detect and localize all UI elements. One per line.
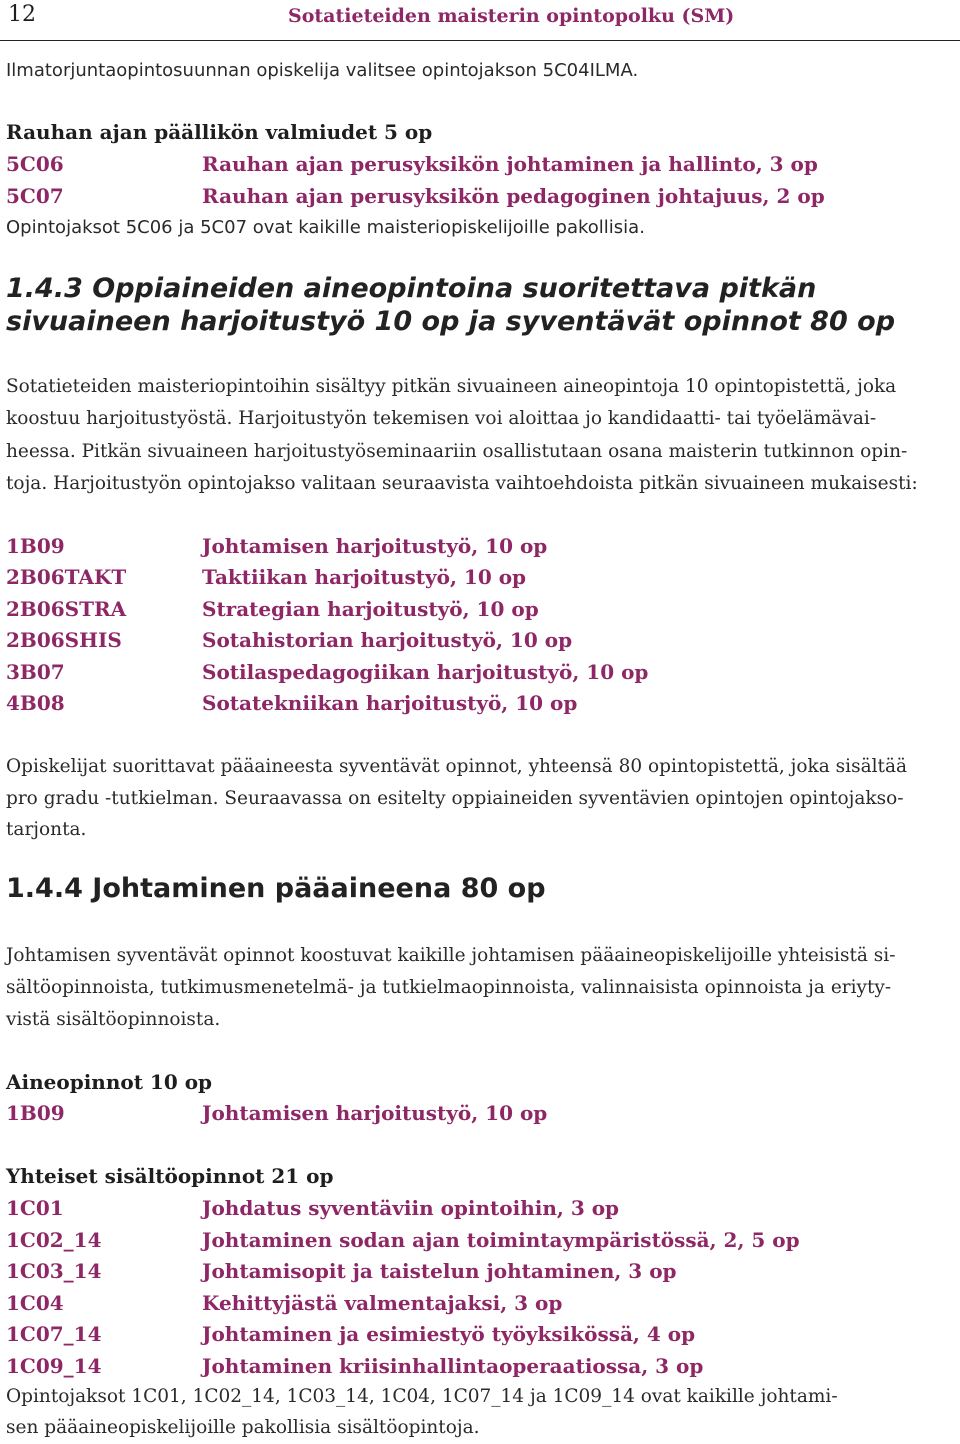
paragraph-line: koostuu harjoitustyöstä. Harjoitustyön tekemisen voi aloittaa jo kandidaatti- tai työelämävai- [6, 408, 877, 429]
course-code: 5C06 [6, 152, 64, 176]
course-name: Sotahistorian harjoitustyö, 10 op [202, 628, 573, 652]
course-code: 2B06STRA [6, 597, 127, 621]
course-name: Sotatekniikan harjoitustyö, 10 op [202, 691, 578, 715]
course-name: Johtaminen kriisinhallintaoperaatiossa, 3 op [202, 1354, 704, 1378]
section-heading: 1.4.4 Johtaminen pääaineena 80 op [6, 873, 546, 904]
page-number: 12 [8, 2, 36, 27]
paragraph-line: pro gradu -tutkielman. Seuraavassa on esitelty oppiaineiden syventävien opintojen opintojakso- [6, 788, 904, 809]
common-studies-note: Opintojaksot 1C01, 1C02_14, 1C03_14, 1C04, 1C07_14 ja 1C09_14 ovat kaikille johtami- [6, 1386, 838, 1407]
course-name: Johtaminen ja esimiestyö työyksikössä, 4 op [202, 1322, 696, 1346]
course-name: Strategian harjoitustyö, 10 op [202, 597, 539, 621]
peacetime-title: Rauhan ajan päällikön valmiudet 5 op [6, 120, 433, 144]
course-name: Kehittyjästä valmentajaksi, 3 op [202, 1291, 563, 1315]
paragraph-line: Johtamisen syventävät opinnot koostuvat kaikille johtamisen pääaineopiskelijoille yhteisistä si- [6, 945, 896, 966]
section-heading: 1.4.3 Oppiaineiden aineopintoina suoritettava pitkän [6, 273, 817, 304]
course-code: 1C09_14 [6, 1354, 102, 1378]
course-code: 1C03_14 [6, 1259, 102, 1283]
common-studies-note: sen pääaineopiskelijoille pakollisia sisältöopintoja. [6, 1417, 480, 1438]
course-code: 3B07 [6, 660, 65, 684]
course-code: 2B06TAKT [6, 565, 127, 589]
section-heading-cont: sivuaineen harjoitustyö 10 op ja syventävät opinnot 80 op [6, 306, 896, 337]
course-code: 1B09 [6, 534, 65, 558]
course-code: 1C01 [6, 1196, 64, 1220]
course-name: Taktiikan harjoitustyö, 10 op [202, 565, 527, 589]
course-name: Rauhan ajan perusyksikön johtaminen ja hallinto, 3 op [202, 152, 818, 176]
course-code: 1C02_14 [6, 1228, 102, 1252]
paragraph-line: tarjonta. [6, 819, 87, 840]
course-code: 1C04 [6, 1291, 64, 1315]
common-studies-title: Yhteiset sisältöopinnot 21 op [6, 1164, 334, 1188]
paragraph-line: sältöopinnoista, tutkimusmenetelmä- ja tutkielmaopinnoista, valinnaisista opinnoista ja eriyty- [6, 977, 892, 998]
course-code: 5C07 [6, 184, 64, 208]
paragraph-line: heessa. Pitkän sivuaineen harjoitustyöseminaariin osallistutaan osana maisterin tutkinnon opin- [6, 441, 908, 462]
paragraph-line: vistä sisältöopinnoista. [6, 1009, 221, 1030]
course-name: Johtamisen harjoitustyö, 10 op [202, 534, 548, 558]
course-name: Rauhan ajan perusyksikön pedagoginen johtajuus, 2 op [202, 184, 825, 208]
intro-line: Ilmatorjuntaopintosuunnan opiskelija valitsee opintojakson 5C04ILMA. [6, 60, 639, 81]
peacetime-note: Opintojaksot 5C06 ja 5C07 ovat kaikille maisteriopiskelijoille pakollisia. [6, 217, 645, 238]
running-title: Sotatieteiden maisterin opintopolku (SM) [288, 5, 735, 27]
course-name: Johtamisopit ja taistelun johtaminen, 3 op [202, 1259, 677, 1283]
course-name: Johtamisen harjoitustyö, 10 op [202, 1101, 548, 1125]
course-code: 1C07_14 [6, 1322, 102, 1346]
paragraph-line: toja. Harjoitustyön opintojakso valitaan seuraavista vaihtoehdoista pitkän sivuaineen mukaisesti: [6, 473, 918, 494]
course-code: 1B09 [6, 1101, 65, 1125]
course-code: 2B06SHIS [6, 628, 122, 652]
header-divider [0, 40, 960, 41]
course-name: Sotilaspedagogiikan harjoitustyö, 10 op [202, 660, 649, 684]
paragraph-line: Opiskelijat suorittavat pääaineesta syventävät opinnot, yhteensä 80 opintopistettä, joka sisältää [6, 756, 908, 777]
paragraph-line: Sotatieteiden maisteriopintoihin sisältyy pitkän sivuaineen aineopintoja 10 opintopistettä, joka [6, 376, 897, 397]
basic-studies-title: Aineopinnot 10 op [6, 1070, 213, 1094]
course-code: 4B08 [6, 691, 65, 715]
course-name: Johtaminen sodan ajan toimintaympäristössä, 2, 5 op [202, 1228, 800, 1252]
course-name: Johdatus syventäviin opintoihin, 3 op [202, 1196, 620, 1220]
page-header [0, 0, 960, 42]
